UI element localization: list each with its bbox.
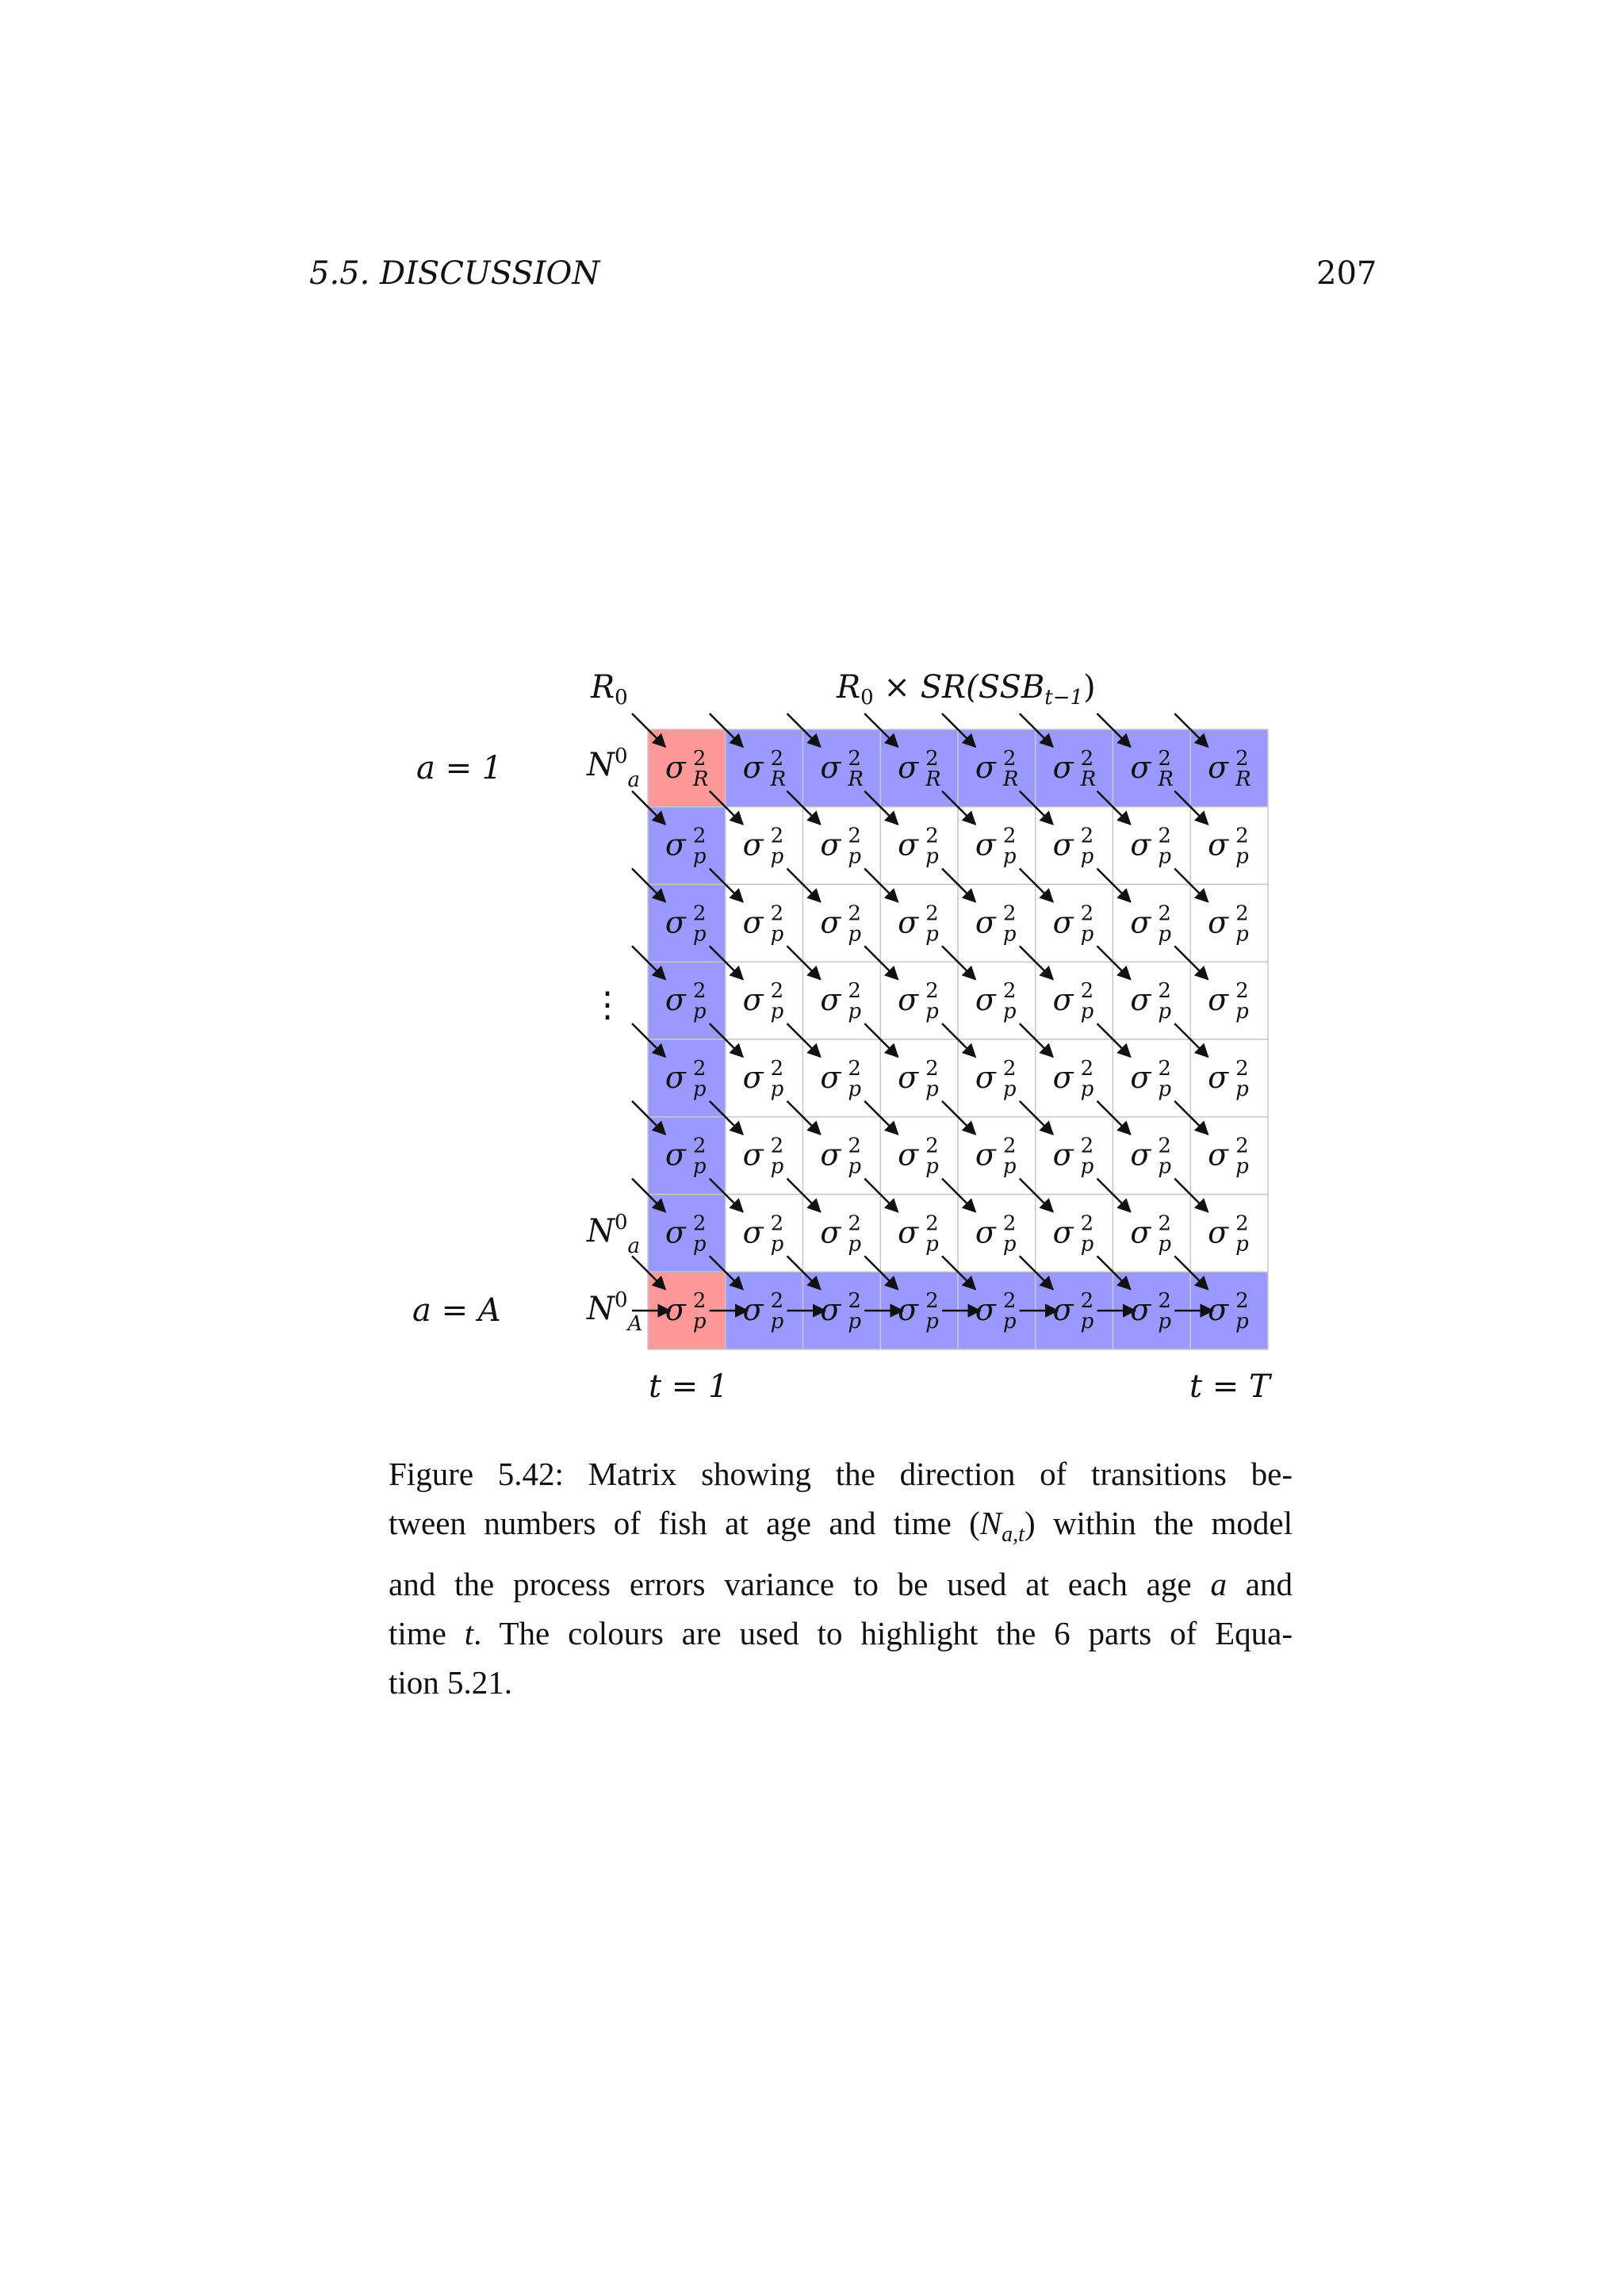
variance-superscript: 2: [1235, 979, 1249, 1004]
variance-symbol: σ: [975, 749, 996, 785]
variance-superscript: 2: [1158, 1211, 1171, 1236]
variance-symbol: σ: [665, 827, 686, 863]
stock-recruitment-label: $R_0 \times SR(SSB_{t-1})$: [837, 669, 1096, 710]
variance-superscript: 2: [1002, 746, 1017, 771]
variance-superscript: 2: [1235, 901, 1249, 926]
variance-subscript: p: [1158, 1232, 1172, 1257]
variance-symbol: σ: [898, 749, 919, 785]
variance-subscript: p: [848, 1232, 862, 1257]
variance-symbol: σ: [1130, 982, 1151, 1018]
variance-superscript: 2: [848, 1289, 861, 1314]
variance-superscript: 2: [1002, 824, 1017, 848]
variance-subscript: p: [1080, 1077, 1094, 1101]
variance-symbol: σ: [898, 905, 919, 940]
variance-superscript: 2: [1080, 901, 1094, 926]
variance-symbol: σ: [742, 827, 764, 863]
variance-superscript: 2: [1235, 1289, 1249, 1314]
variance-subscript: p: [770, 922, 784, 947]
variance-symbol: σ: [1130, 1137, 1151, 1173]
variance-subscript: p: [1002, 1232, 1017, 1257]
variance-subscript: p: [1158, 922, 1172, 947]
variance-superscript: 2: [1080, 824, 1094, 848]
variance-superscript: 2: [1235, 746, 1249, 771]
variance-superscript: 2: [770, 901, 784, 926]
variance-symbol: σ: [898, 1137, 919, 1173]
variance-superscript: 2: [770, 1056, 784, 1081]
variance-symbol: σ: [1130, 749, 1151, 785]
variance-symbol: σ: [898, 1292, 919, 1328]
variance-subscript: p: [848, 1000, 862, 1024]
variance-symbol: σ: [742, 749, 764, 785]
variance-superscript: 2: [692, 1289, 707, 1314]
variance-symbol: σ: [975, 982, 996, 1018]
variance-superscript: 2: [848, 979, 861, 1004]
variance-superscript: 2: [770, 746, 784, 771]
variance-symbol: σ: [665, 905, 686, 940]
variance-superscript: 2: [1235, 824, 1249, 848]
variance-subscript: R: [925, 767, 941, 791]
variance-subscript: p: [1002, 1154, 1017, 1179]
variance-subscript: p: [925, 922, 939, 947]
column-label-first-time: t = 1: [649, 1368, 729, 1405]
variance-symbol: σ: [1052, 1137, 1074, 1173]
variance-subscript: p: [848, 844, 862, 869]
variance-symbol: σ: [1130, 905, 1151, 940]
variance-symbol: σ: [898, 1215, 919, 1250]
variance-symbol: σ: [1208, 749, 1229, 785]
variance-superscript: 2: [1080, 1134, 1094, 1158]
variance-symbol: σ: [742, 1059, 764, 1095]
variance-subscript: p: [1235, 844, 1249, 869]
variance-superscript: 2: [848, 901, 861, 926]
variance-superscript: 2: [1158, 901, 1171, 926]
initial-numbers-label-plus: $N^0_A$: [587, 1288, 643, 1336]
caption-line-2: tween numbers of fish at age and time $(N_{a,t})$ within the model: [389, 1505, 1293, 1548]
variance-symbol: σ: [665, 1137, 686, 1173]
variance-superscript: 2: [925, 1289, 939, 1314]
variance-superscript: 2: [1002, 1134, 1017, 1158]
variance-subscript: p: [848, 922, 862, 947]
variance-subscript: p: [1235, 1310, 1249, 1334]
variance-superscript: 2: [848, 1211, 861, 1236]
variance-subscript: p: [1235, 1077, 1249, 1101]
variance-subscript: p: [692, 1310, 707, 1334]
variance-subscript: p: [848, 1310, 862, 1334]
variance-symbol: σ: [1130, 1215, 1151, 1250]
variance-superscript: 2: [692, 824, 707, 848]
variance-superscript: 2: [1080, 979, 1094, 1004]
variance-symbol: σ: [1208, 1215, 1229, 1250]
variance-superscript: 2: [770, 1211, 784, 1236]
variance-symbol: σ: [665, 1292, 686, 1328]
variance-symbol: σ: [1208, 1137, 1229, 1173]
variance-superscript: 2: [692, 1211, 707, 1236]
variance-symbol: σ: [975, 1059, 996, 1095]
variance-superscript: 2: [925, 746, 939, 771]
variance-superscript: 2: [1158, 746, 1171, 771]
variance-subscript: p: [1080, 1154, 1094, 1179]
variance-symbol: σ: [1208, 1059, 1229, 1095]
variance-subscript: p: [925, 1000, 939, 1024]
variance-superscript: 2: [925, 824, 939, 848]
variance-symbol: σ: [665, 749, 686, 785]
variance-symbol: σ: [975, 1292, 996, 1328]
variance-superscript: 2: [925, 901, 939, 926]
variance-subscript: p: [1235, 1154, 1249, 1179]
page-number: 207: [1316, 255, 1377, 292]
variance-superscript: 2: [1002, 901, 1017, 926]
variance-symbol: σ: [820, 1215, 841, 1250]
variance-superscript: 2: [770, 979, 784, 1004]
variance-symbol: σ: [665, 1215, 686, 1250]
variance-symbol: σ: [975, 1137, 996, 1173]
variance-superscript: 2: [1002, 1289, 1017, 1314]
variance-symbol: σ: [665, 1059, 686, 1095]
variance-symbol: σ: [1208, 1292, 1229, 1328]
variance-subscript: p: [1002, 844, 1017, 869]
variance-superscript: 2: [1080, 1211, 1094, 1236]
variance-superscript: 2: [925, 979, 939, 1004]
variance-symbol: σ: [820, 1059, 841, 1095]
variance-subscript: p: [925, 1154, 939, 1179]
variance-superscript: 2: [848, 1056, 861, 1081]
variance-subscript: p: [692, 1077, 707, 1101]
variance-symbol: σ: [1130, 827, 1151, 863]
variance-subscript: p: [770, 1077, 784, 1101]
variance-superscript: 2: [1002, 1056, 1017, 1081]
variance-subscript: p: [1235, 922, 1249, 947]
variance-superscript: 2: [770, 1289, 784, 1314]
variance-symbol: σ: [975, 827, 996, 863]
variance-symbol: σ: [975, 905, 996, 940]
variance-superscript: 2: [848, 824, 861, 848]
initial-recruitment-label: $R_0$: [591, 669, 628, 710]
variance-subscript: R: [848, 767, 864, 791]
variance-subscript: p: [925, 844, 939, 869]
variance-subscript: p: [925, 1310, 939, 1334]
variance-superscript: 2: [692, 1056, 707, 1081]
variance-subscript: R: [770, 767, 787, 791]
variance-symbol: σ: [1052, 1215, 1074, 1250]
variance-symbol: σ: [1052, 1292, 1074, 1328]
variance-symbol: σ: [898, 827, 919, 863]
variance-subscript: R: [1158, 767, 1174, 791]
variance-superscript: 2: [1235, 1134, 1249, 1158]
variance-subscript: p: [1002, 1310, 1017, 1334]
initial-numbers-label-bottom: $N^0_a$: [587, 1211, 641, 1258]
variance-superscript: 2: [848, 746, 861, 771]
variance-superscript: 2: [1158, 1134, 1171, 1158]
variance-symbol: σ: [742, 1137, 764, 1173]
figure-caption: [389, 1449, 1293, 1707]
variance-symbol: σ: [1208, 827, 1229, 863]
row-label-last-age: a = A: [412, 1292, 501, 1329]
variance-superscript: 2: [692, 979, 707, 1004]
variance-symbol: σ: [742, 982, 764, 1018]
running-head: 5.5. DISCUSSION: [309, 255, 600, 292]
variance-subscript: p: [1158, 844, 1172, 869]
variance-subscript: p: [692, 922, 707, 947]
variance-subscript: p: [770, 1310, 784, 1334]
variance-subscript: p: [692, 1000, 707, 1024]
variance-subscript: p: [1158, 1000, 1172, 1024]
variance-superscript: 2: [692, 746, 707, 771]
variance-subscript: R: [692, 767, 709, 791]
variance-superscript: 2: [1158, 1289, 1171, 1314]
variance-superscript: 2: [1158, 1056, 1171, 1081]
variance-subscript: p: [1080, 844, 1094, 869]
caption-math-n: N: [979, 1505, 1002, 1541]
variance-subscript: p: [848, 1154, 862, 1179]
variance-symbol: σ: [1052, 1059, 1074, 1095]
variance-superscript: 2: [692, 1134, 707, 1158]
variance-subscript: R: [1080, 767, 1097, 791]
variance-superscript: 2: [770, 1134, 784, 1158]
variance-superscript: 2: [1002, 979, 1017, 1004]
variance-subscript: R: [1235, 767, 1251, 791]
variance-subscript: p: [1080, 1310, 1094, 1334]
vertical-ellipsis: ⋮: [590, 985, 625, 1025]
variance-symbol: σ: [1052, 982, 1074, 1018]
variance-subscript: p: [1158, 1154, 1172, 1179]
variance-subscript: p: [692, 1154, 707, 1179]
variance-superscript: 2: [925, 1211, 939, 1236]
variance-superscript: 2: [770, 824, 784, 848]
variance-subscript: p: [770, 1000, 784, 1024]
variance-subscript: p: [1158, 1310, 1172, 1334]
variance-superscript: 2: [1080, 1289, 1094, 1314]
variance-symbol: σ: [820, 749, 841, 785]
variance-subscript: p: [692, 844, 707, 869]
variance-symbol: σ: [820, 982, 841, 1018]
variance-subscript: p: [1080, 922, 1094, 947]
variance-subscript: p: [1158, 1077, 1172, 1101]
variance-subscript: p: [770, 844, 784, 869]
variance-superscript: 2: [925, 1056, 939, 1081]
variance-superscript: 2: [692, 901, 707, 926]
variance-superscript: 2: [1158, 979, 1171, 1004]
variance-symbol: σ: [820, 1137, 841, 1173]
variance-superscript: 2: [1002, 1211, 1017, 1236]
column-label-last-time: t = T: [1189, 1368, 1270, 1405]
variance-symbol: σ: [1208, 905, 1229, 940]
caption-line-3: and the process errors variance to be used at each age a and: [389, 1566, 1293, 1603]
variance-subscript: p: [925, 1232, 939, 1257]
variance-symbol: σ: [742, 1215, 764, 1250]
variance-symbol: σ: [742, 1292, 764, 1328]
variance-subscript: p: [1080, 1000, 1094, 1024]
variance-symbol: σ: [665, 982, 686, 1018]
variance-symbol: σ: [1130, 1059, 1151, 1095]
variance-superscript: 2: [1235, 1211, 1249, 1236]
variance-symbol: σ: [1130, 1292, 1151, 1328]
variance-subscript: p: [1002, 1000, 1017, 1024]
variance-superscript: 2: [925, 1134, 939, 1158]
variance-subscript: p: [770, 1232, 784, 1257]
variance-superscript: 2: [1080, 746, 1094, 771]
variance-superscript: 2: [1235, 1056, 1249, 1081]
variance-subscript: p: [1235, 1000, 1249, 1024]
variance-symbol: σ: [820, 1292, 841, 1328]
variance-symbol: σ: [898, 982, 919, 1018]
variance-symbol: σ: [1052, 905, 1074, 940]
variance-subscript: p: [1002, 922, 1017, 947]
row-label-first-age: a = 1: [416, 750, 503, 786]
variance-symbol: σ: [975, 1215, 996, 1250]
variance-subscript: p: [925, 1077, 939, 1101]
variance-superscript: 2: [1158, 824, 1171, 848]
variance-symbol: σ: [1208, 982, 1229, 1018]
variance-subscript: p: [1235, 1232, 1249, 1257]
variance-symbol: σ: [820, 905, 841, 940]
caption-line-4: time t. The colours are used to highlight the 6 parts of Equa-: [389, 1615, 1293, 1652]
variance-subscript: p: [770, 1154, 784, 1179]
variance-subscript: p: [692, 1232, 707, 1257]
variance-symbol: σ: [1052, 827, 1074, 863]
initial-numbers-label-top: $N^0_a$: [587, 744, 641, 792]
variance-superscript: 2: [1080, 1056, 1094, 1081]
caption-line-5: tion 5.21.: [389, 1664, 513, 1701]
variance-subscript: p: [848, 1077, 862, 1101]
variance-symbol: σ: [820, 827, 841, 863]
variance-subscript: R: [1002, 767, 1019, 791]
variance-superscript: 2: [848, 1134, 861, 1158]
variance-subscript: p: [1002, 1077, 1017, 1101]
variance-symbol: σ: [898, 1059, 919, 1095]
caption-line-1: Figure 5.42: Matrix showing the direction of transitions be-: [389, 1456, 1293, 1492]
variance-subscript: p: [1080, 1232, 1094, 1257]
variance-symbol: σ: [742, 905, 764, 940]
variance-symbol: σ: [1052, 749, 1074, 785]
